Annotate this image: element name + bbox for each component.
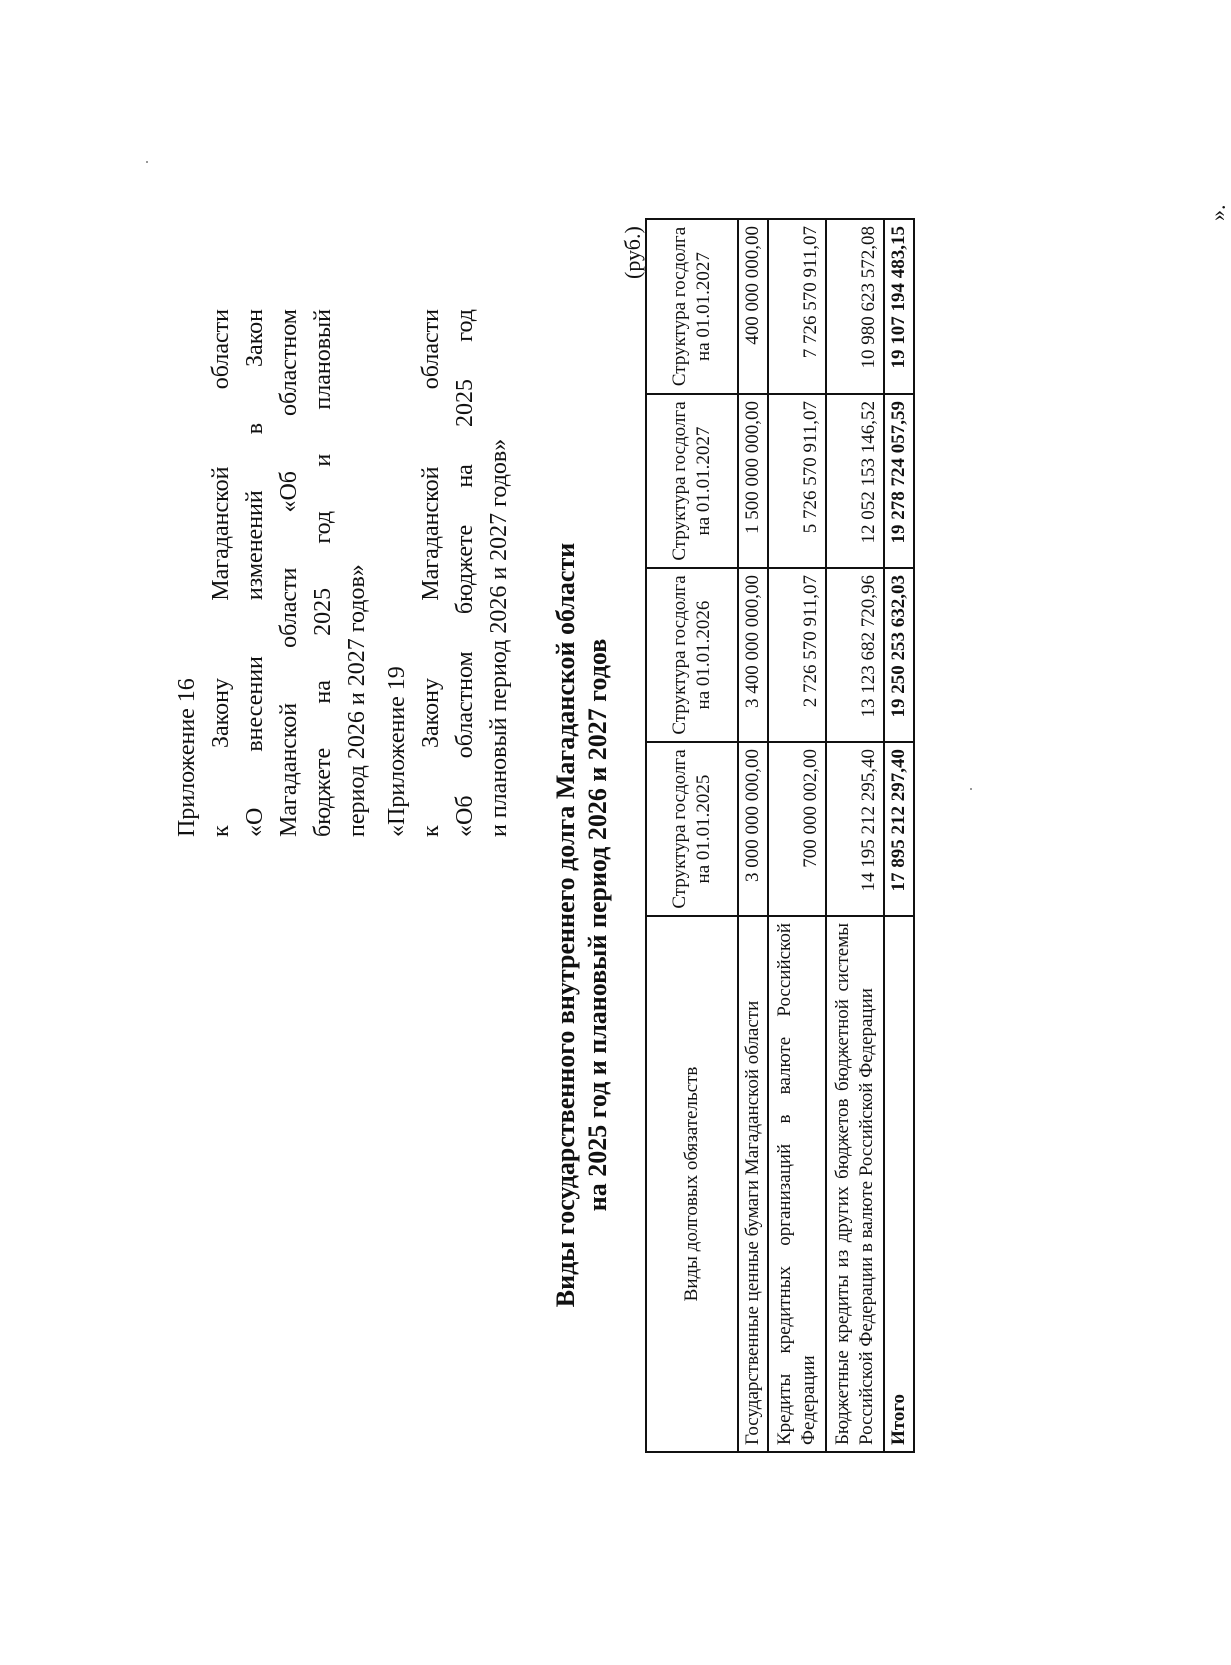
appendix-19-line: «Приложение 19 (384, 666, 410, 837)
header-debt-types: Виды долговых обязательств (646, 916, 738, 1452)
appendix-16-header (170, 309, 374, 837)
appendix-19-line: и плановый период 2026 и 2027 годов» (486, 438, 512, 837)
scan-speck (970, 788, 972, 790)
total-value: 19 278 724 057,59 (884, 394, 914, 568)
document-title: Виды государственного внутреннего долга Магаданской области (551, 542, 580, 1308)
table-header-row (646, 219, 738, 1452)
closing-quote-mark: ». (1205, 204, 1230, 221)
header-column: Структура госдолга на 01.01.2027 (646, 219, 738, 394)
cell-value: 3 400 000 000,00 (738, 568, 768, 742)
cell-value: 5 726 570 911,07 (768, 394, 826, 568)
cell-value: 3 000 000 000,00 (738, 742, 768, 916)
appendix-19-header (380, 309, 516, 837)
cell-value: 2 726 570 911,07 (768, 568, 826, 742)
header-column: Структура госдолга на 01.01.2026 (646, 568, 738, 742)
table-row (826, 219, 884, 1452)
unit-label: (руб.) (620, 226, 645, 279)
appendix-19-line: «Об областном бюджете на 2025 год (452, 309, 478, 837)
cell-value: 12 052 153 146,52 (826, 394, 884, 568)
total-label: Итого (884, 916, 914, 1452)
appendix-16-line: к Закону Магаданской области (208, 309, 234, 837)
cell-value: 1 500 000 000,00 (738, 394, 768, 568)
header-column: Структура госдолга на 01.01.2027 (646, 394, 738, 568)
document-subtitle: на 2025 год и плановый период 2026 и 2027 годов (583, 638, 612, 1212)
table-row (738, 219, 768, 1452)
cell-value: 400 000 000,00 (738, 219, 768, 394)
scan-speck (146, 161, 148, 163)
appendix-16-line: период 2026 и 2027 годов» (344, 564, 370, 837)
row-label: Бюджетные кредиты из других бюджетов бюджетной системы Российской Федерации в валюте Российской Федерации (826, 916, 884, 1452)
row-label: Кредиты кредитных организаций в валюте Российской Федерации (768, 916, 826, 1452)
total-value: 17 895 212 297,40 (884, 742, 914, 916)
table-row (768, 219, 826, 1452)
total-value: 19 250 253 632,03 (884, 568, 914, 742)
cell-value: 13 123 682 720,96 (826, 568, 884, 742)
row-label: Государственные ценные бумаги Магаданской области (738, 916, 768, 1452)
appendix-16-line: «О внесении изменений в Закон (242, 309, 268, 837)
appendix-16-line: Приложение 16 (174, 678, 200, 837)
appendix-16-line: бюджете на 2025 год и плановый (310, 309, 336, 837)
table-total-row (884, 219, 914, 1452)
cell-value: 700 000 002,00 (768, 742, 826, 916)
cell-value: 7 726 570 911,07 (768, 219, 826, 394)
cell-value: 14 195 212 295,40 (826, 742, 884, 916)
cell-value: 10 980 623 572,08 (826, 219, 884, 394)
appendix-16-line: Магаданской области «Об областном (276, 309, 302, 837)
appendix-19-line: к Закону Магаданской области (418, 309, 444, 837)
header-column: Структура госдолга на 01.01.2025 (646, 742, 738, 916)
debt-structure-table (645, 218, 915, 1453)
total-value: 19 107 194 483,15 (884, 219, 914, 394)
